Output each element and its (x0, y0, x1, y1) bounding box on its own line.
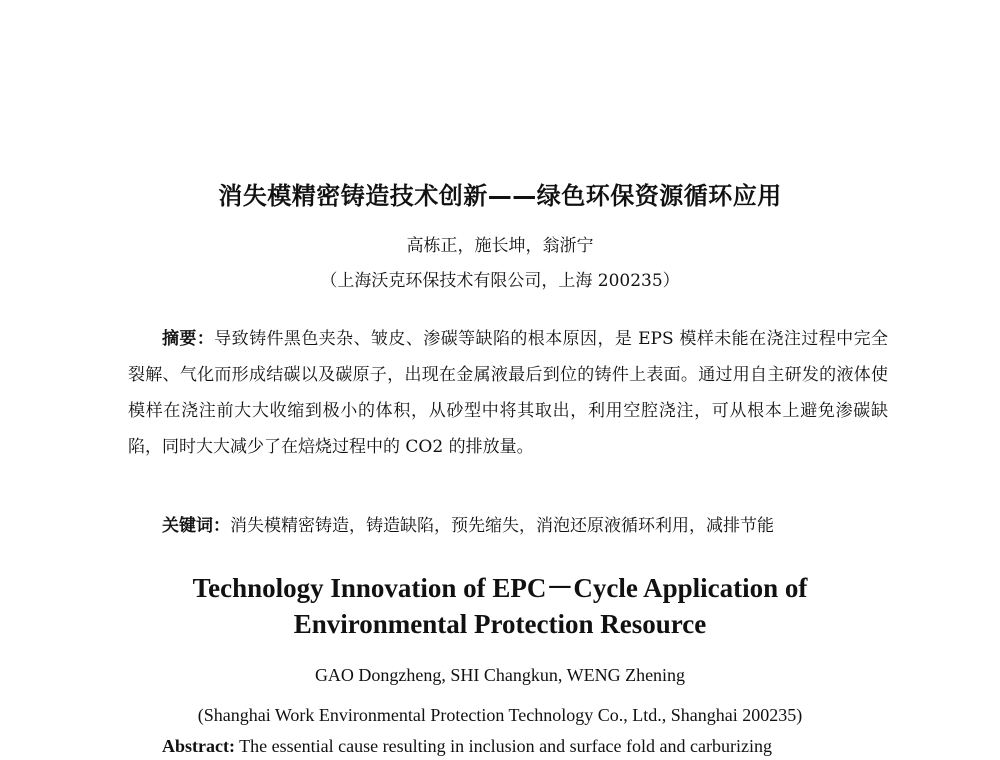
english-title-line-2: Environmental Protection Resource (293, 609, 707, 639)
chinese-abstract-label: 摘要： (162, 329, 215, 349)
chinese-title: 消失模精密铸造技术创新——绿色环保资源循环应用 (218, 182, 782, 210)
chinese-keywords-text: 消失模精密铸造，铸造缺陷，预先缩失，消泡还原液循环利用，减排节能 (230, 516, 774, 536)
chinese-abstract-text: 导致铸件黑色夹杂、皱皮、渗碳等缺陷的根本原因，是 EPS 模样未能在浇注过程中完全裂解、气化而形成结碳以及碳原子，出现在金属液最后到位的铸件上表面。通过用自主研发的液体使模样在浇注前大大收缩到极小的体积，从砂型中将其取出，利用空腔浇注，可从根本上避免渗碳缺陷，同时大大减少了在焙烧过程中的 CO2 的排放量。 (128, 329, 889, 457)
english-abstract (162, 732, 888, 760)
english-affiliation: (Shanghai Work Environmental Protection Technology Co., Ltd., Shanghai 200235) (197, 705, 803, 725)
english-abstract-label: Abstract: (162, 736, 235, 756)
chinese-authors: 高栋正，施长坤，翁浙宁 (406, 236, 594, 256)
english-authors: GAO Dongzheng, SHI Changkun, WENG Zhening (314, 665, 686, 685)
chinese-keywords (162, 511, 888, 541)
chinese-keywords-label: 关键词： (162, 516, 230, 536)
chinese-affiliation: （上海沃克环保技术有限公司，上海 200235） (320, 271, 680, 291)
english-title-line-1: Technology Innovation of EPC－Cycle Application of (192, 573, 808, 603)
chinese-abstract (128, 321, 888, 465)
english-title (0, 570, 1000, 642)
english-abstract-text: The essential cause resulting in inclusion and surface fold and carburizing (234, 736, 772, 756)
